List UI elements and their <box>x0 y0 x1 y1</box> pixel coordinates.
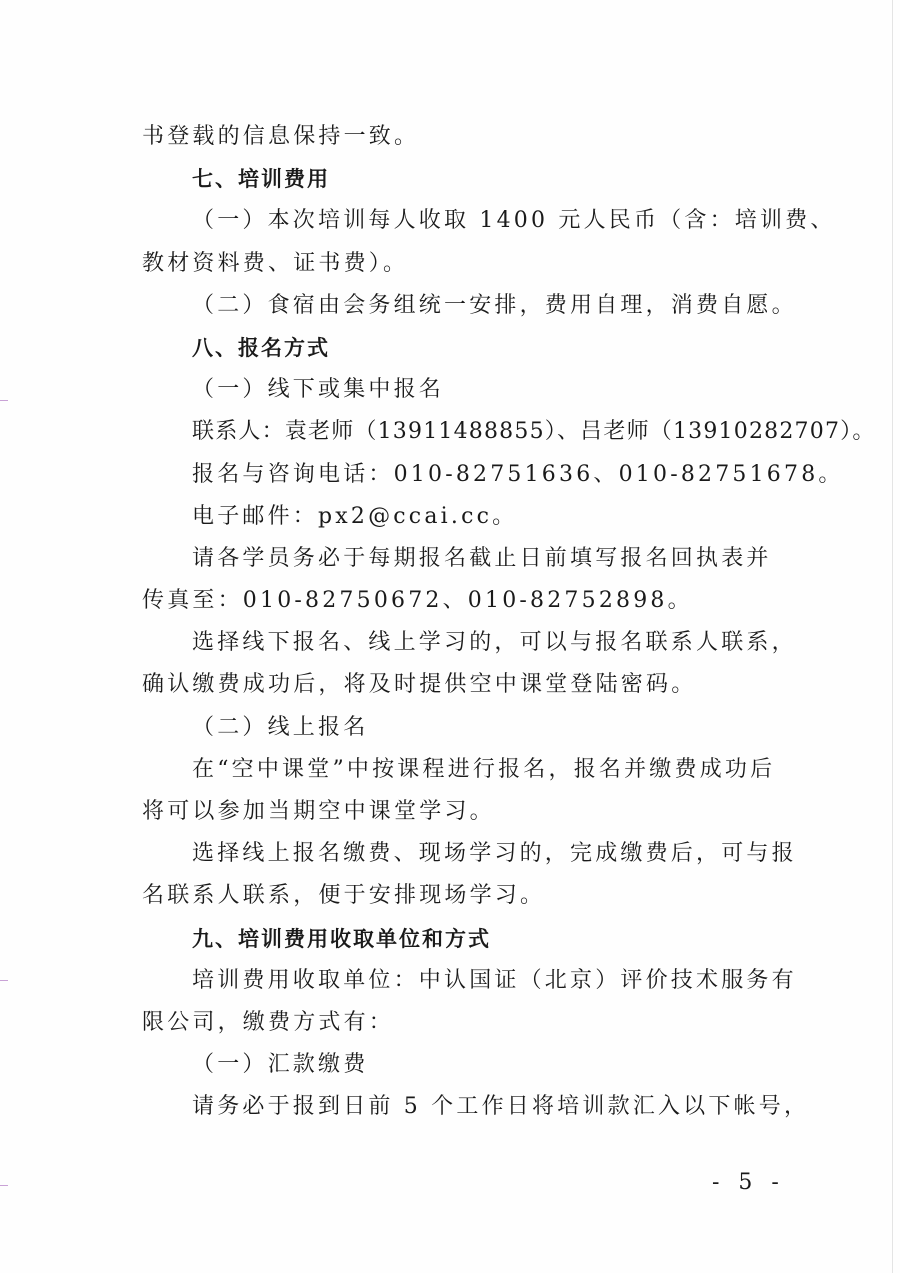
section-heading-payment: 九、培训费用收取单位和方式 <box>192 926 491 951</box>
paragraph-line: （二）食宿由会务组统一安排，费用自理，消费自愿。 <box>192 292 797 318</box>
page-number: - 5 - <box>712 1170 785 1195</box>
paragraph-line: 名联系人联系，便于安排现场学习。 <box>142 883 546 909</box>
paragraph-line: 请各学员务必于每期报名截止日前填写报名回执表并 <box>192 545 772 571</box>
scan-margin-mark <box>0 400 8 401</box>
fax-line: 传真至：010-82750672、010-82752898。 <box>142 588 693 614</box>
paragraph-line: 将可以参加当期空中课堂学习。 <box>142 799 495 824</box>
paragraph-line: 书登载的信息保持一致。 <box>142 124 420 149</box>
subheading-line: （一）线下或集中报名 <box>192 377 445 403</box>
phone-line: 报名与咨询电话：010-82751636、010-82751678。 <box>192 461 844 487</box>
scan-edge-line <box>892 0 893 1273</box>
paragraph-line: 培训费用收取单位：中认国证（北京）评价技术服务有 <box>192 967 797 993</box>
contact-line: 联系人：袁老师（13911488855）、吕老师（13910282707）。 <box>192 419 876 445</box>
section-heading-fees: 七、培训费用 <box>192 167 330 192</box>
email-line: 电子邮件：px2@ccai.cc。 <box>192 503 518 529</box>
paragraph-line: 确认缴费成功后，将及时提供空中课堂登陆密码。 <box>142 672 697 698</box>
scan-margin-mark <box>0 980 8 981</box>
section-heading-registration: 八、报名方式 <box>192 335 330 360</box>
paragraph-line: 限公司，缴费方式有： <box>142 1009 395 1035</box>
subheading-line: （一）汇款缴费 <box>192 1052 369 1078</box>
paragraph-line: （一）本次培训每人收取 1400 元人民币（含：培训费、 <box>192 208 836 234</box>
paragraph-line: 请务必于报到日前 5 个工作日将培训款汇入以下帐号， <box>192 1094 810 1120</box>
paragraph-line: 在“空中课堂”中按课程进行报名，报名并缴费成功后 <box>192 756 776 782</box>
scan-margin-mark <box>0 1185 8 1186</box>
subheading-line: （二）线上报名 <box>192 714 369 740</box>
paragraph-line: 选择线上报名缴费、现场学习的，完成缴费后，可与报 <box>192 841 797 867</box>
paragraph-line: 教材资料费、证书费）。 <box>142 250 409 276</box>
document-body <box>142 116 876 1129</box>
paragraph-line: 选择线下报名、线上学习的，可以与报名联系人联系， <box>192 630 797 656</box>
